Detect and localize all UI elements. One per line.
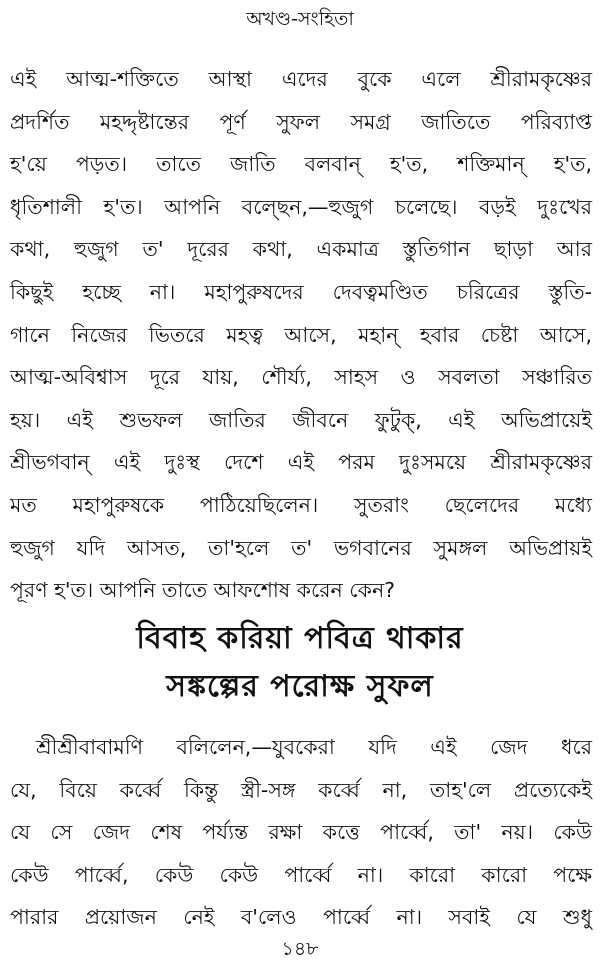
text-line: এই আত্ম-শক্তিতে আস্থা এদের বুকে এলে শ্রীরামকৃষ্ণের: [10, 67, 592, 91]
body-paragraph-2: [10, 726, 592, 939]
text-line: শ্রীভগবান্ এই দুঃস্থ দেশে এই পরম দুঃসময়ে শ্রীরামকৃষ্ণের: [10, 450, 592, 475]
text-line: হুজুগ যদি আসত, তা'হলে ত' ভগবানের সুমঙ্গল অভিপ্রায়ই: [10, 535, 592, 560]
running-head: অখণ্ড-সংহিতা: [246, 8, 354, 30]
section-heading-line-1: বিবাহ করিয়া পবিত্র থাকার: [136, 621, 464, 656]
text-line: পারার প্রয়োজন নেই ব'লেও পার্ব্বে না। সবাই যে শুধু: [10, 905, 592, 930]
text-line: আত্ম-অবিশ্বাস দূরে যায়, শৌর্য্য, সাহস ও সবলতা সঞ্চারিত: [10, 365, 592, 390]
text-line: গানে নিজের ভিতরে মহত্ব আসে, মহান্ হবার চেষ্টা আসে,: [10, 322, 592, 347]
text-line: হ'য়ে পড়ত। তাতে জাতি বলবান্ হ'ত, শক্তিমান্ হ'ত,: [10, 152, 592, 177]
body-paragraph-1: [10, 58, 592, 612]
text-line: কথা, হুজুগ ত' দূরের কথা, একমাত্র স্তুতিগান ছাড়া আর: [10, 237, 592, 262]
section-heading-line-2: সঙ্কল্পের পরোক্ষ সুফল: [166, 669, 434, 704]
page-number: ১৪৮: [281, 938, 319, 960]
text-line: কিছুই হচ্ছে না। মহাপুরুষদের দেবত্বমণ্ডিত চরিত্রের স্তুতি-: [10, 279, 592, 304]
text-line: কেউ পার্ব্বে, কেউ কেউ পার্ব্বে না। কারো কারো পক্ষে: [10, 862, 592, 887]
text-line: প্রদর্শিত মহদ্দৃষ্টান্তের পূর্ণ সুফল সমগ্র জাতিতে পরিব্যাপ্ত: [10, 109, 592, 134]
text-line: যে, বিয়ে কর্ব্বে কিন্তু স্ত্রী-সঙ্গ কর্ব্বে না, তাহ'লে প্রত্যেকেই: [10, 777, 592, 802]
text-line: শ্রীশ্রীবাবামণি বলিলেন,—যুবকেরা যদি এই জেদ ধরে: [36, 735, 592, 759]
text-line: পূরণ হ'ত। আপনি তাতে আফশোষ করেন কেন?: [10, 578, 396, 603]
text-line: মত মহাপুরুষকে পাঠিয়েছিলেন। সুতরাং ছেলেদের মধ্যে: [10, 492, 592, 517]
text-line: যে সে জেদ শেষ পর্য্যন্ত রক্ষা কত্তে পার্ব্বে, তা' নয়। কেউ: [10, 820, 592, 845]
text-line: হয়। এই শুভফল জাতির জীবনে ফুটুক্, এই অভিপ্রায়েই: [10, 407, 592, 432]
text-line: ধৃতিশালী হ'ত। আপনি বল্ছেন,—হুজুগ চলেছে। বড়ই দুঃখের: [10, 194, 592, 219]
